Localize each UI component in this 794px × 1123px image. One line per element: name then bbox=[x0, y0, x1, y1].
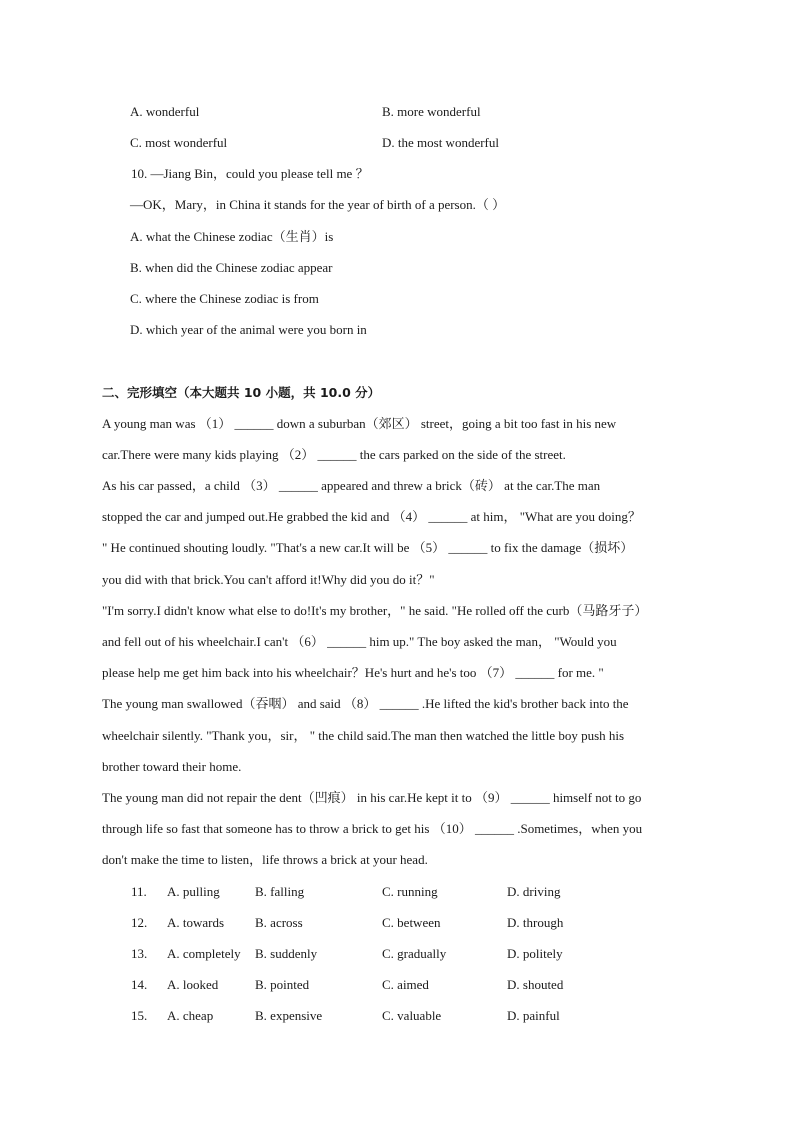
q10-reply: —OK，Mary，in China it stands for the year of birth of a person.（ ） bbox=[130, 197, 506, 212]
q9-option-c: C. most wonderful bbox=[130, 135, 228, 150]
passage-line: A young man was （1） ______ down a suburban（郊区） street，going a bit too fast in his new bbox=[102, 416, 617, 431]
option-a: A. towards bbox=[167, 915, 225, 930]
passage-line: don't make the time to listen，life throws a brick at your head. bbox=[102, 852, 428, 867]
option-b: B. pointed bbox=[255, 977, 310, 992]
question-number: 13. bbox=[131, 946, 148, 961]
option-a: A. completely bbox=[167, 946, 241, 961]
passage-line: car.There were many kids playing （2） ______ the cars parked on the side of the street. bbox=[102, 447, 566, 462]
option-c: C. aimed bbox=[382, 977, 429, 992]
passage-line: " He continued shouting loudly. "That's a new car.It will be （5） ______ to fix the damage（损坏） bbox=[102, 540, 634, 555]
section-heading: 二、完形填空（本大题共 10 小题，共 10.0 分） bbox=[102, 385, 381, 400]
option-d: D. driving bbox=[507, 884, 561, 899]
option-a: A. pulling bbox=[167, 884, 220, 899]
option-c: C. running bbox=[382, 884, 438, 899]
q9-option-a: A. wonderful bbox=[130, 104, 200, 119]
q10-option-c: C. where the Chinese zodiac is from bbox=[130, 291, 319, 306]
option-b: B. falling bbox=[255, 884, 305, 899]
q10-option-a: A. what the Chinese zodiac（生肖）is bbox=[130, 229, 334, 244]
passage-line: As his car passed，a child （3） ______ appeared and threw a brick（砖） at the car.The man bbox=[102, 478, 601, 493]
option-b: B. expensive bbox=[255, 1008, 323, 1023]
option-d: D. shouted bbox=[507, 977, 564, 992]
question-number: 15. bbox=[131, 1008, 148, 1023]
option-c: C. valuable bbox=[382, 1008, 442, 1023]
option-a: A. cheap bbox=[167, 1008, 214, 1023]
passage-line: "I'm sorry.I didn't know what else to do!It's my brother，" he said. "He rolled off the curb（马路牙子） bbox=[102, 603, 648, 618]
passage-line: and fell out of his wheelchair.I can't （6） ______ him up." The boy asked the man， "Would you bbox=[102, 634, 617, 649]
option-c: C. between bbox=[382, 915, 441, 930]
q10-stem: 10. —Jiang Bin，could you please tell me ？ bbox=[131, 166, 369, 181]
passage-line: stopped the car and jumped out.He grabbed the kid and （4） ______ at him， "What are you doing？ bbox=[102, 509, 641, 524]
passage-line: through life so fast that someone has to throw a brick to get his （10） ______ .Sometimes，when you bbox=[102, 821, 643, 836]
option-b: B. suddenly bbox=[255, 946, 318, 961]
question-number: 11. bbox=[131, 884, 147, 899]
q9-option-d: D. the most wonderful bbox=[382, 135, 499, 150]
option-d: D. through bbox=[507, 915, 564, 930]
question-number: 14. bbox=[131, 977, 148, 992]
q9-option-row bbox=[130, 103, 481, 121]
q10-option-b: B. when did the Chinese zodiac appear bbox=[130, 260, 333, 275]
passage-line: you did with that brick.You can't afford it!Why did you do it？" bbox=[102, 572, 435, 587]
option-d: D. painful bbox=[507, 1008, 560, 1023]
passage-line: wheelchair silently. "Thank you，sir， " the child said.The man then watched the little boy push his bbox=[102, 728, 625, 743]
option-b: B. across bbox=[255, 915, 303, 930]
question-number: 12. bbox=[131, 915, 148, 930]
q10-option-d: D. which year of the animal were you born in bbox=[130, 322, 367, 337]
q9-option-row bbox=[130, 134, 499, 152]
passage-line: The young man swallowed（吞咽） and said （8） ______ .He lifted the kid's brother back into the bbox=[102, 696, 629, 711]
passage-line: The young man did not repair the dent（凹痕） in his car.He kept it to （9） ______ himself not to go bbox=[102, 790, 642, 805]
option-c: C. gradually bbox=[382, 946, 447, 961]
option-a: A. looked bbox=[167, 977, 219, 992]
passage-line: brother toward their home. bbox=[102, 759, 242, 774]
passage-line: please help me get him back into his wheelchair？He's hurt and he's too （7） ______ for me. " bbox=[102, 665, 604, 680]
q9-option-b: B. more wonderful bbox=[382, 104, 481, 119]
option-d: D. politely bbox=[507, 946, 563, 961]
